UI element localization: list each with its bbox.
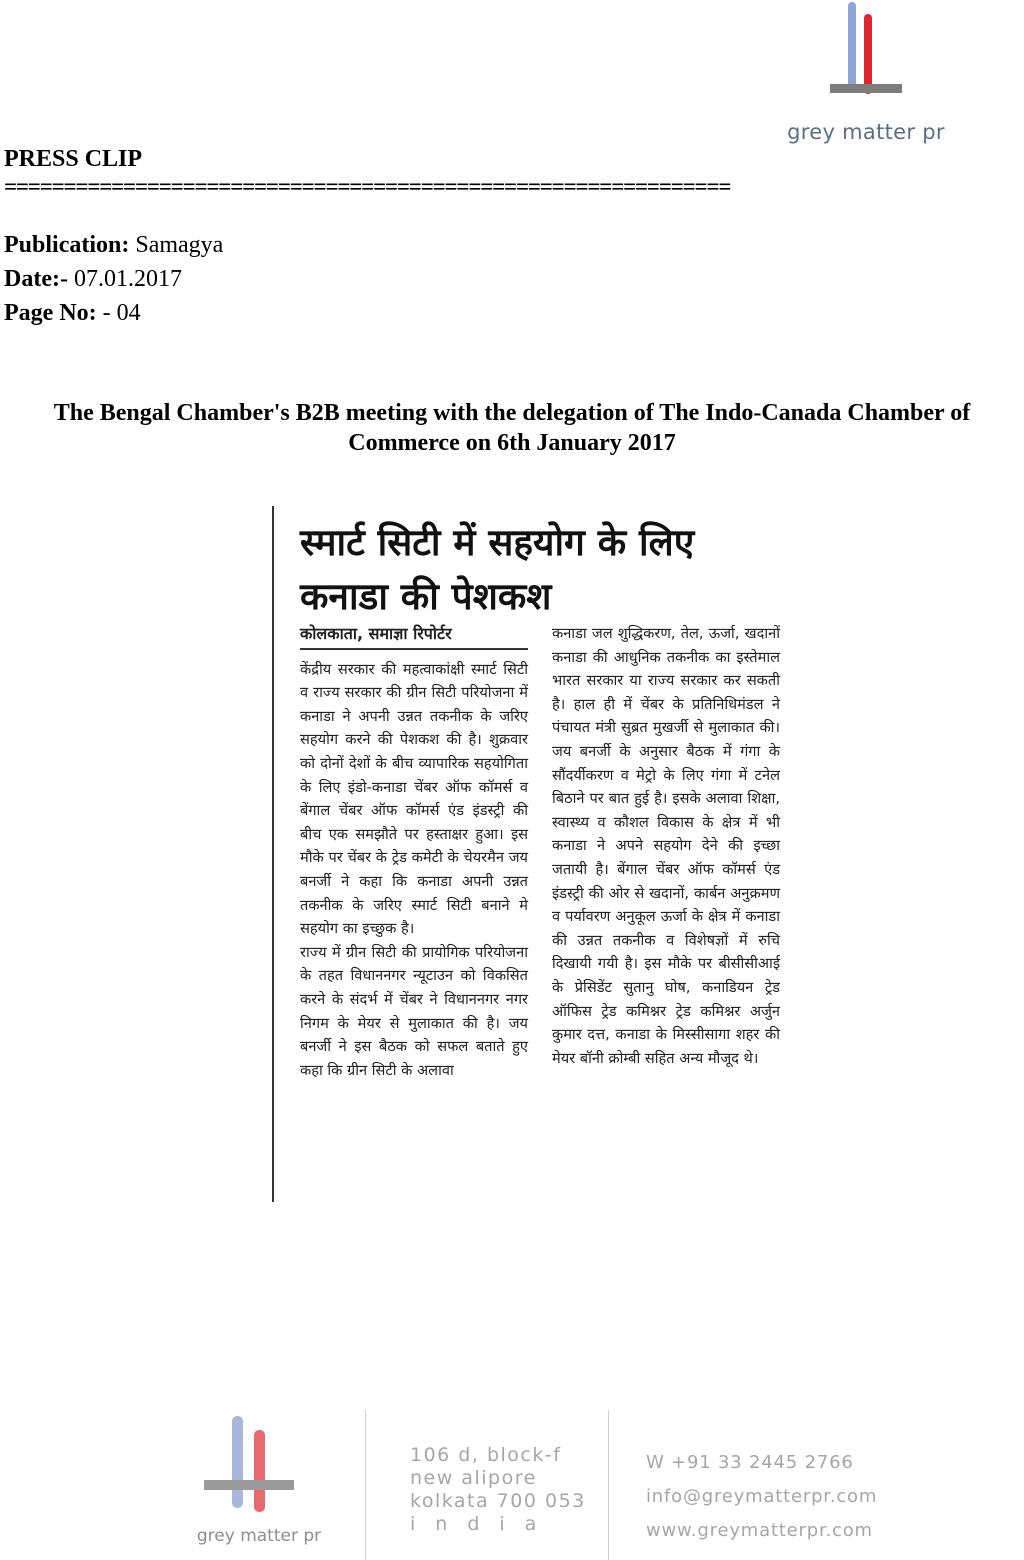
clipping-headline: स्मार्ट सिटी में सहयोग के लिए कनाडा की पेशकश (300, 521, 695, 618)
footer-address (410, 1444, 586, 1536)
address-line-2: new alipore (410, 1467, 537, 1489)
publication-label: Publication: (4, 232, 130, 258)
footer-website[interactable]: www.greymatterpr.com (646, 1520, 873, 1541)
logo-bar-grey (830, 84, 902, 93)
footer-logo-icon (204, 1414, 294, 1524)
footer-logo (184, 1414, 334, 1544)
publication-value: Samagya (135, 232, 224, 258)
footer-contact (646, 1446, 877, 1548)
clipping-paragraph-1: केंद्रीय सरकार की महत्वाकांक्षी स्मार्ट सिटी व राज्य सरकार की ग्रीन सिटी परियोजना में कनाडा ने अपनी उन्नत तकनीक के जरिए सहयोग करने की पेशकश की है। शुक्रवार को दोनों देशों के बीच व्यापारिक सहयोगिता के लिए इंडो-कनाडा चेंबर ऑफ कॉमर्स व बेंगाल चेंबर ऑफ कॉमर्स एंड इंडस्ट्री की बीच एक समझौते पर हस्ताक्षर हुआ। इस मौके पर चेंबर के ट्रेड कमेटी के चेयरमैन जय बनर्जी ने कहा कि कनाडा अपनी उन्नत तकनीक के जरिए स्मार्ट सिटी बनाने मे सहयोग का इच्छुक है। (300, 660, 528, 938)
newspaper-clipping (272, 506, 798, 1202)
page-label: Page No: (4, 300, 97, 326)
clipping-paragraph-2: राज्य में ग्रीन सिटी की प्रायोगिक परियोजना के तहत विधाननगर न्यूटाउन को विकसित करने के संदर्भ में चेंबर ने विधाननगर नगर निगम के मेयर से मुलाकात की है। जय बनर्जी ने इस बैठक को सफल बताते हुए कहा कि ग्रीन सिटी के अलावा (300, 943, 528, 1079)
footer-divider (608, 1410, 609, 1560)
press-clip-label: PRESS CLIP (4, 146, 143, 172)
grey-matter-logo-icon (830, 0, 902, 112)
footer-divider (365, 1410, 366, 1560)
document-headline: The Bengal Chamber's B2B meeting with the delegation of The Indo-Canada Chamber of Commerce on 6th January 2017 (53, 400, 971, 456)
date-line (4, 266, 182, 293)
brand-logo (786, 0, 946, 150)
separator-rule: ============================================================= (4, 174, 731, 199)
address-line-3: kolkata 700 053 (410, 1490, 586, 1512)
footer-email[interactable]: info@greymatterpr.com (646, 1486, 878, 1507)
clipping-column-right: कनाडा जल शुद्धिकरण, तेल, ऊर्जा, खदानों कनाडा की आधुनिक तकनीक का इस्तेमाल भारत सरकार या राज्य सरकार कर सकती है। हाल ही में चेंबर के प्रतिनिधिमंडल ने पंचायत मंत्री सुब्रत मुखर्जी से मुलाकात की। जय बनर्जी के अनुसार बैठक में गंगा के सौंदर्यीकरण व मेट्रो के लिए गंगा में टनेल बिठाने पर बात हुई है। इसके अलावा शिक्षा, स्वास्थ्य व कौशल विकास के क्षेत्र में भी कनाडा ने अपने सहयोग देने की इच्छा जतायी है। बेंगाल चेंबर ऑफ कॉमर्स एंड इंडस्ट्री की ओर से खदानों, कार्बन अनुक्रमण व पर्यावरण अनुकूल ऊर्जा के क्षेत्र में कनाडा की उन्नत तकनीक व विशेषज्ञों में रुचि दिखायी गयी है। इस मौके पर बीसीसीआई के प्रेसिडेंट सुतानु घोष, कनाडियन ट्रेड ऑफिस ट्रेड कमिश्नर ट्रेड कमिश्नर अर्जुन कुमार दत्त, कनाडा के मिस्सीसागा शहर की मेयर बॉनी क्रोम्बी सहित अन्य मौजूद थे। (552, 625, 780, 1067)
footer (0, 1400, 1024, 1560)
clipping-column-left (300, 622, 528, 1082)
logo-bar-blue (848, 2, 856, 90)
page-value: - 04 (102, 300, 141, 326)
date-value: 07.01.2017 (73, 266, 182, 292)
address-line-1: 106 d, block-f (410, 1444, 562, 1466)
clipping-byline: कोलकाता, समाज्ञा रिपोर्टर (300, 622, 528, 650)
date-label: Date:- (4, 266, 68, 292)
logo-bar-red (864, 14, 872, 94)
footer-brand-name: grey matter pr (196, 1526, 322, 1546)
address-line-4: india (410, 1513, 557, 1535)
footer-phone: W +91 33 2445 2766 (646, 1452, 854, 1473)
publication-line (4, 232, 223, 259)
brand-name: grey matter pr (787, 120, 945, 144)
page-line (4, 300, 141, 327)
